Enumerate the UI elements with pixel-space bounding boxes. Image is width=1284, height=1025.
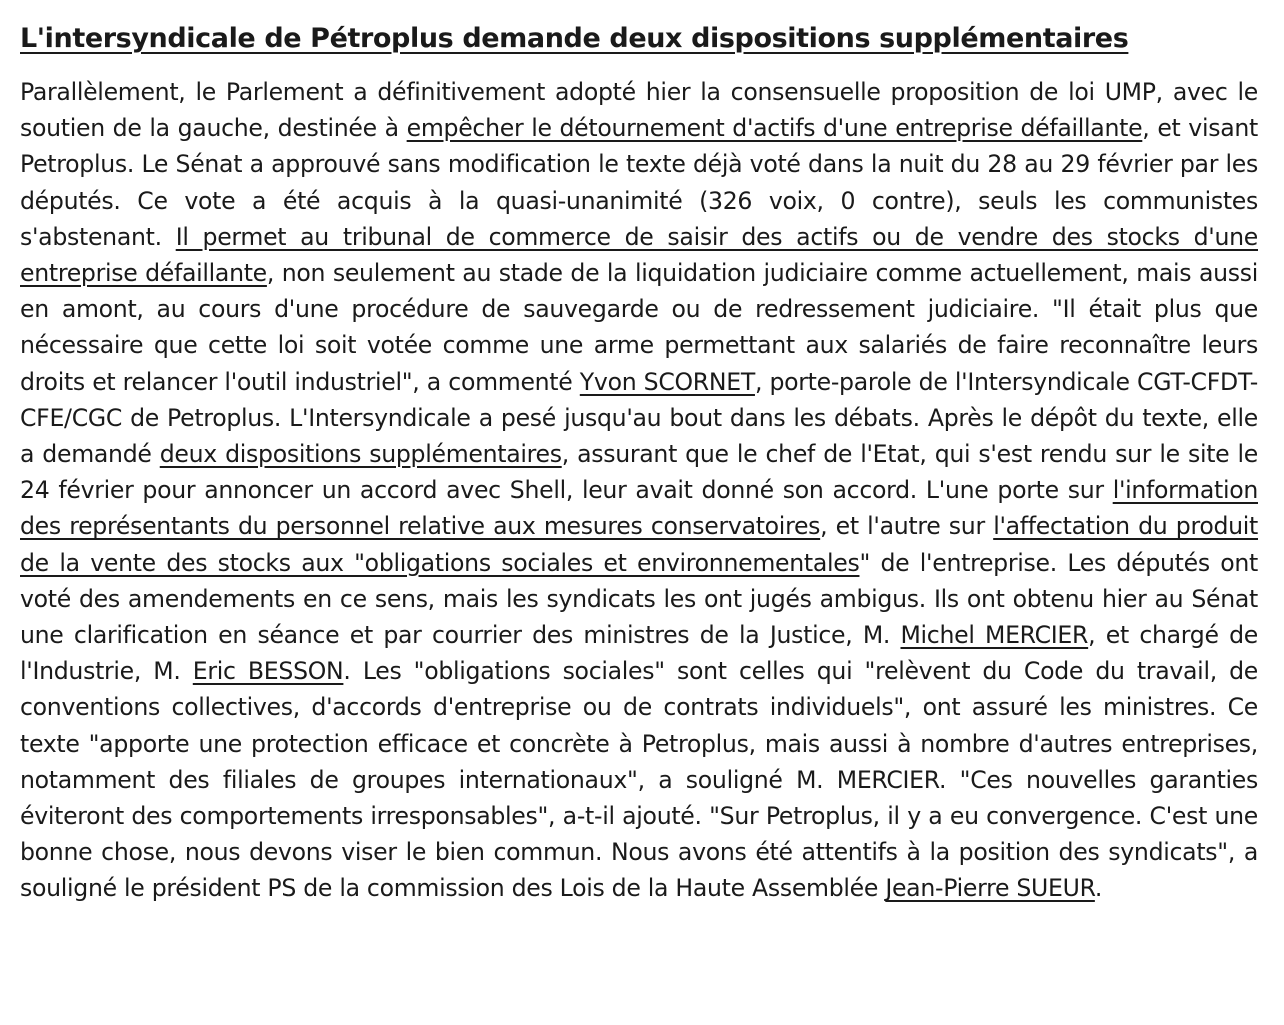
text-segment: , et visant Petroplus. Le Sénat a approuvé sans modification le texte déjà voté dans la nuit du 28 au 29 février par les députés. Ce vote a été acquis à la quasi-unanimité (326 voix, 0 contre), seuls les communistes s'abstenant. [20,114,1258,251]
underlined-text-segment: Yvon SCORNET [579,367,755,396]
text-segment: . Les "obligations sociales" sont celles qui "relèvent du Code du travail, de conventions collectives, d'accords d'entreprise ou de contrats individuels", ont assuré les ministres. Ce texte "apporte une protection efficace et concrète à Petroplus, mais aussi à nombre d'autres entreprises, notamment des filiales de groupes internationaux", a souligné M. MERCIER. "Ces nouvelles garanties éviteront des comportements irresponsables", a-t-il ajouté. "Sur Petroplus, il y a eu convergence. C'est une bonne chose, nous devons viser le bien commun. Nous avons été attentifs à la position des syndicats", a souligné le président PS de la commission des Lois de la Haute Assemblée [20,657,1258,903]
text-segment: , et chargé de l'Industrie, M. [20,621,1258,686]
underlined-text-segment: empêcher le détournement d'actifs d'une entreprise défaillante [406,114,1143,143]
underlined-text-segment: l'affectation du produit de la vente des stocks aux "obligations sociales et environnementales [20,512,1259,577]
text-segment: , porte-parole de l'Intersyndicale CGT-CFDT-CFE/CGC de Petroplus. L'Intersyndicale a pesé jusqu'au bout dans les débats. Après le dépôt du texte, elle a demandé [20,367,1258,469]
underlined-text-segment: Il permet au tribunal de commerce de saisir des actifs ou de vendre des stocks d'une entreprise défaillante [20,222,1258,288]
article-title-text: L'intersyndicale de Pétroplus demande deux dispositions supplémentaires [20,23,1129,54]
underlined-text-segment: Eric BESSON [192,657,344,686]
text-segment: Parallèlement, le Parlement a définitivement adopté hier la consensuelle proposition de loi UMP, avec le soutien de la gauche, destinée à [20,78,1258,143]
text-segment: , non seulement au stade de la liquidation judiciaire comme actuellement, mais aussi en amont, au cours d'une procédure de sauvegarde ou de redressement judiciaire. "Il était plus que nécessaire que cette loi soit votée comme une arme permettant aux salariés de faire reconnaître leurs droits et relancer l'outil industriel", a commenté [20,259,1258,396]
text-segment: " de l'entreprise. Les députés ont voté des amendements en ce sens, mais les syndicats les ont jugés ambigus. Ils ont obtenu hier au Sénat une clarification en séance et par courrier des ministres de la Justice, M. [20,548,1258,650]
document-page [20,14,1258,1014]
text-segment: , assurant que le chef de l'Etat, qui s'est rendu sur le site le 24 février pour annoncer un accord avec Shell, leur avait donné son accord. L'une porte sur [20,440,1258,505]
underlined-text-segment: Michel MERCIER [900,621,1089,650]
underlined-text-segment: deux dispositions supplémentaires [159,440,562,469]
article-title [20,14,1258,64]
article-body [20,74,1258,907]
text-segment: . [1094,874,1103,903]
underlined-text-segment: Jean-Pierre SUEUR [885,874,1095,903]
underlined-text-segment: l'information des représentants du personnel relative aux mesures conservatoires [20,476,1258,541]
text-segment: , et l'autre sur [820,512,994,541]
